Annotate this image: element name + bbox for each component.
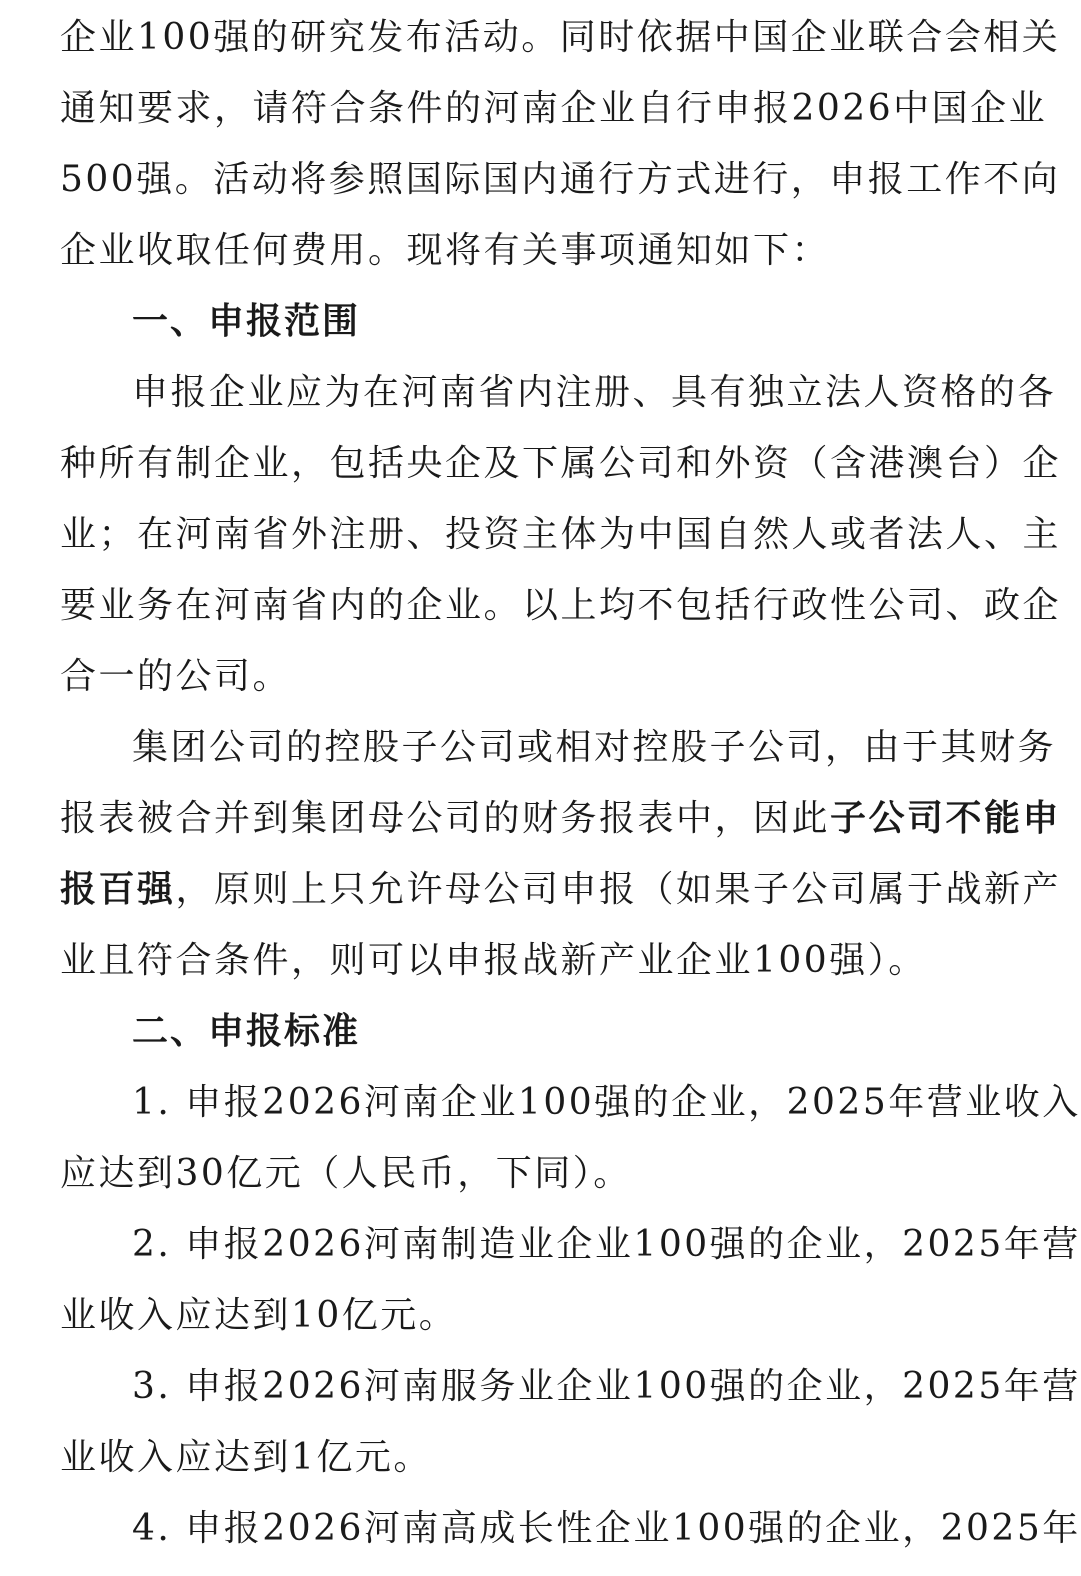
list-item-line: 业收入应达到1亿元。 [60, 1437, 432, 1478]
bold-emphasis: 子公司不能申 [830, 798, 1062, 839]
list-item-line: 应达到30亿元（人民币，下同）。 [60, 1153, 632, 1194]
paragraph-line: 集团公司的控股子公司或相对控股子公司，由于其财务 [132, 727, 1057, 768]
plain-text: 报表被合并到集团母公司的财务报表中，因此 [60, 798, 831, 839]
bold-emphasis: 报百强 [60, 869, 176, 910]
paragraph-line-mixed [60, 789, 1062, 849]
paragraph-line: 要业务在河南省内的企业。以上均不包括行政性公司、政企 [60, 585, 1062, 626]
list-item-line: 1. 申报2026河南企业100强的企业，2025年营业收入 [132, 1082, 1081, 1123]
paragraph-line: 申报企业应为在河南省内注册、具有独立法人资格的各 [132, 372, 1057, 413]
paragraph-line: 合一的公司。 [60, 656, 292, 697]
list-item-line: 2. 申报2026河南制造业企业100强的企业，2025年营 [132, 1224, 1081, 1265]
list-item-line: 业收入应达到10亿元。 [60, 1295, 458, 1336]
section-heading-criteria: 二、申报标准 [132, 1011, 361, 1052]
paragraph-line: 通知要求，请符合条件的河南企业自行申报2026中国企业 [60, 88, 1048, 129]
paragraph-line-mixed [60, 860, 1062, 920]
paragraph-line: 500强。活动将参照国际国内通行方式进行，申报工作不向 [60, 159, 1061, 200]
paragraph-line: 企业收取任何费用。现将有关事项通知如下： [60, 230, 831, 271]
section-heading-scope: 一、申报范围 [132, 301, 361, 342]
paragraph-line: 种所有制企业，包括央企及下属公司和外资（含港澳台）企 [60, 443, 1062, 484]
paragraph-line: 业；在河南省外注册、投资主体为中国自然人或者法人、主 [60, 514, 1062, 555]
paragraph-line: 企业100强的研究发布活动。同时依据中国企业联合会相关 [60, 17, 1061, 58]
plain-text: ，原则上只允许母公司申报（如果子公司属于战新产 [175, 869, 1062, 910]
paragraph-line: 业且符合条件，则可以申报战新产业企业100强）。 [60, 940, 927, 981]
list-item-line: 4. 申报2026河南高成长性企业100强的企业，2025年 [132, 1508, 1081, 1549]
list-item-line: 3. 申报2026河南服务业企业100强的企业，2025年营 [132, 1366, 1081, 1407]
